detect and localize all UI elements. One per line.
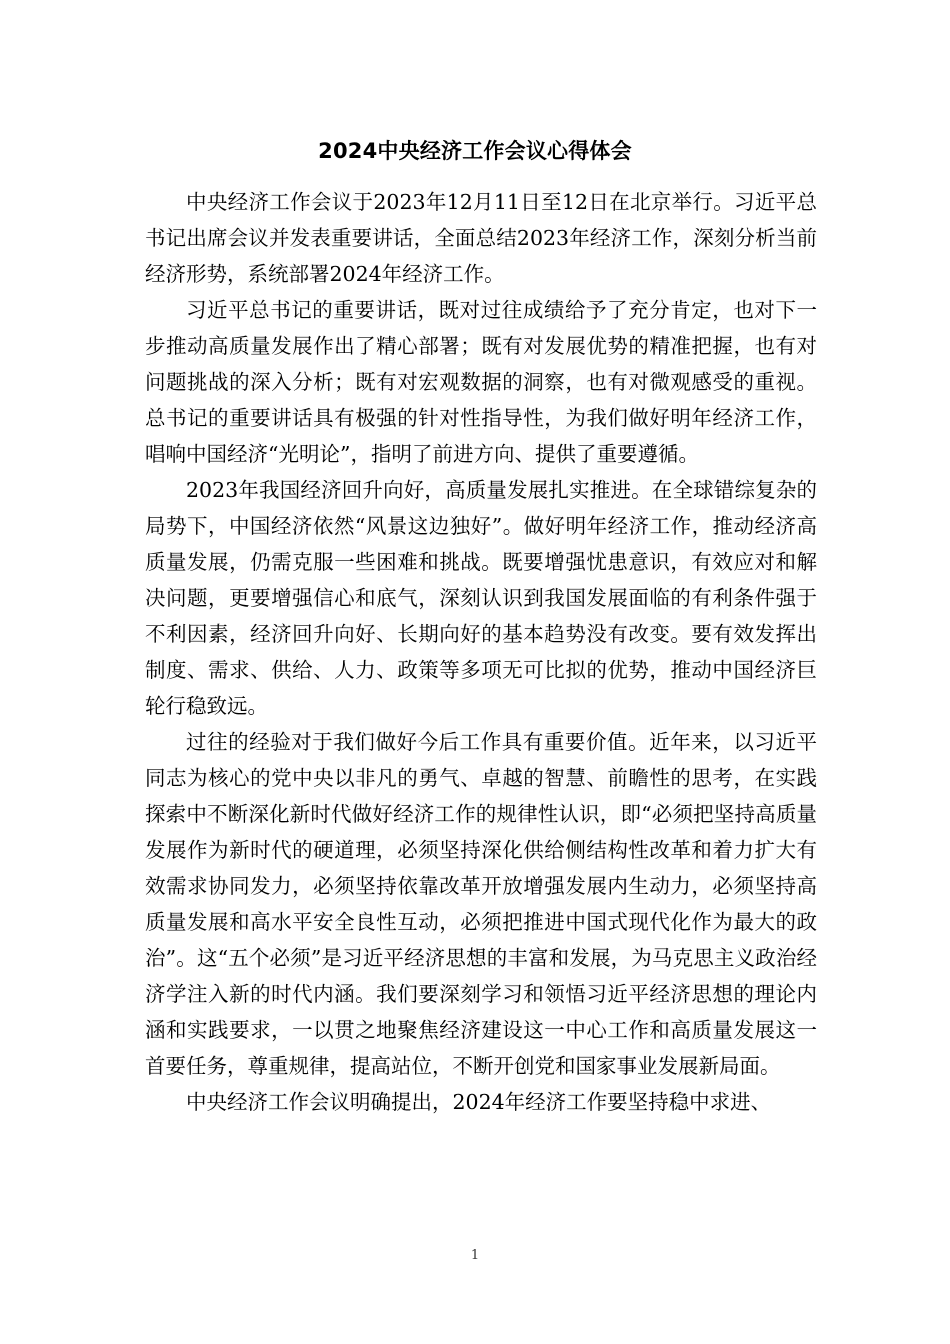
page-number: 1 (470, 1248, 480, 1263)
paragraph-2: 习近平总书记的重要讲话，既对过往成绩给予了充分肯定，也对下一步推动高质量发展作出了精心部署；既有对发展优势的精准把握，也有对问题挑战的深入分析；既有对宏观数据的洞察，也有对微观感受的重视。总书记的重要讲话具有极强的针对性指导性，为我们做好明年经济工作，唱响中国经济“光明论”，指明了前进方向、提供了重要遵循。 (145, 298, 817, 466)
document-title: 2024中央经济工作会议心得体会 (318, 139, 632, 163)
document-body (145, 184, 817, 1120)
paragraph-4: 过往的经验对于我们做好今后工作具有重要价值。近年来，以习近平同志为核心的党中央以非凡的勇气、卓越的智慧、前瞻性的思考，在实践探索中不断深化新时代做好经济工作的规律性认识，即“必须把坚持高质量发展作为新时代的硬道理，必须坚持深化供给侧结构性改革和着力扩大有效需求协同发力，必须坚持依靠改革开放增强发展内生动力，必须坚持高质量发展和高水平安全良性互动，必须把推进中国式现代化作为最大的政治”。这“五个必须”是习近平经济思想的丰富和发展，为马克思主义政治经济学注入新的时代内涵。我们要深刻学习和领悟习近平经济思想的理论内涵和实践要求，一以贯之地聚焦经济建设这一中心工作和高质量发展这一首要任务，尊重规律，提高站位，不断开创党和国家事业发展新局面。 (145, 730, 817, 1078)
paragraph-3: 2023年我国经济回升向好，高质量发展扎实推进。在全球错综复杂的局势下，中国经济依然“风景这边独好”。做好明年经济工作，推动经济高质量发展，仍需克服一些困难和挑战。既要增强忧患意识，有效应对和解决问题，更要增强信心和底气，深刻认识到我国发展面临的有利条件强于不利因素，经济回升向好、长期向好的基本趋势没有改变。要有效发挥出制度、需求、供给、人力、政策等多项无可比拟的优势，推动中国经济巨轮行稳致远。 (145, 478, 817, 718)
paragraph-5: 中央经济工作会议明确提出，2024年经济工作要坚持稳中求进、 (186, 1090, 772, 1114)
paragraph-1: 中央经济工作会议于2023年12月11日至12日在北京举行。习近平总书记出席会议并发表重要讲话，全面总结2023年经济工作，深刻分析当前经济形势，系统部署2024年经济工作。 (145, 190, 817, 286)
